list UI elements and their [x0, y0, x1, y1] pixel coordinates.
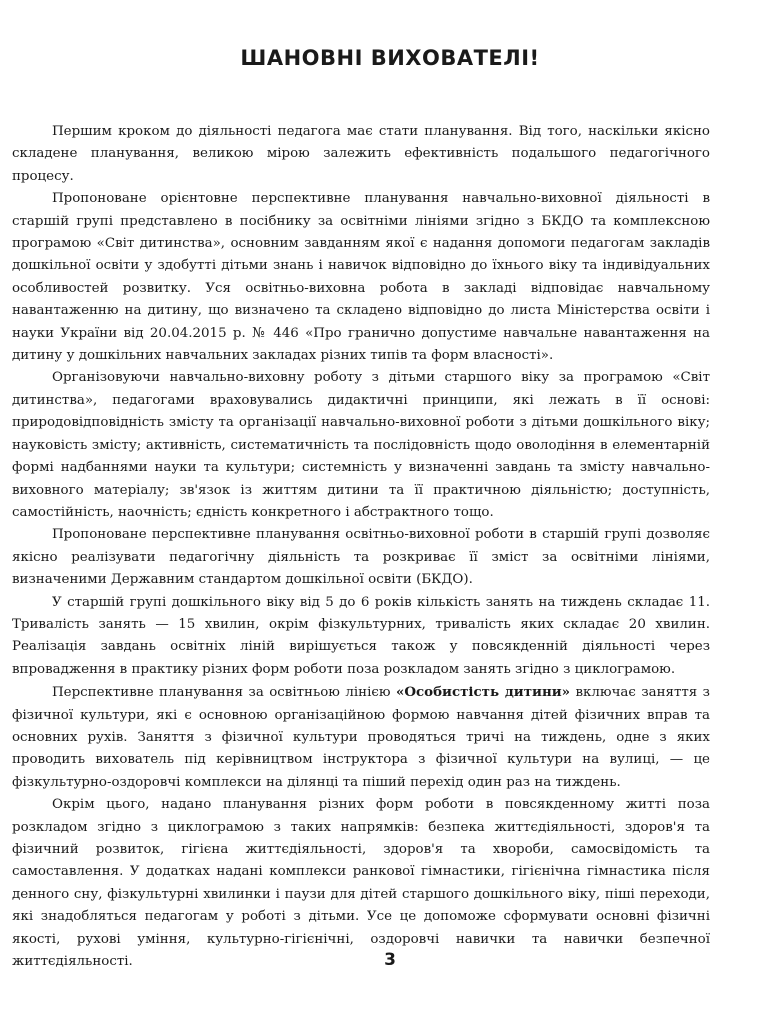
paragraph-5: У старшій групі дошкільного віку від 5 до 6 років кількість занять на тиждень складає 11. Тривалість занять — 15 хвилин, окрім фізкультурних, тривалість яких складає 20 хвилин. Реалізація завдань освітніх ліній вирішується також у повсякденній діяльності через впровадження в практику різних форм роботи поза розкладом занять згідно з циклограмою.: [12, 594, 710, 677]
paragraph-6-rest: включає заняття з фізичної культури, які є основною організаційною формою навчання дітей фізичних вправ та основних рухів. Заняття з фізичної культури проводяться тричі на тиждень, одне з яких проводить вихователь під керівництвом інструктора з фізичної культури на вулиці, — це фізкультурно-оздоровчі комплекси на ділянці та піший перехід один раз на тиждень.: [12, 685, 710, 790]
paragraph-3: Організовуючи навчально-виховну роботу з дітьми старшого віку за програмою «Світ дитинства», педагогами враховувались дидактичні принципи, які лежать в її основі: природовідповідність змісту та організації навчально-виховної роботи з дітьми дошкільного віку; науковість змісту; активність, систематичність та послідовність щодо оволодіння в елементарній формі надбаннями науки та культури; системність у визначенні завдань та змісту навчально-виховного матеріалу; зв'язок із життям дитини та її практичною діяльністю; доступність, самостійність, наочність; єдність конкретного і абстрактного тощо.: [12, 370, 710, 520]
page-title: ШАНОВНІ ВИХОВАТЕЛІ!: [240, 46, 540, 70]
page-number: 3: [384, 950, 396, 970]
paragraph-1: Першим кроком до діяльності педагога має стати планування. Від того, наскільки якісно складене планування, великою мірою залежить ефективність подальшого педагогічного процесу.: [12, 124, 710, 184]
paragraph-4: Пропоноване перспективне планування освітньо-виховної роботи в старшій групі дозволяє якісно реалізувати педагогічну діяльність та розкриває її зміст за освітніми лініями, визначеними Державним стандартом дошкільної освіти (БКДО).: [12, 527, 710, 588]
paragraph-7: Окрім цього, надано планування різних форм роботи в повсякденному житті поза розкладом згідно з циклограмою з таких напрямків: безпека життєдіяльності, здоров'я та фізичний розвиток, гігієна життєдіяльності, здоров'я та хвороби, самосвідомість та самоставлення. У додатках надані комплекси ранкової гімнастики, гігієнічна гімнастика після денного сну, фізкультурні хвилинки і паузи для дітей старшого дошкільного віку, піші переходи, які знадобляться педагогам у роботі з дітьми. Усе це допоможе сформувати основні фізичні якості, рухові уміння, культурно-гігієнічні, оздоровчі навички та навички безпечної життєдіяльності.: [12, 797, 710, 970]
paragraph-6-lead: Перспективне планування за освітньою лінією: [52, 685, 396, 701]
paragraph-6: [12, 681, 710, 794]
paragraph-2: Пропоноване орієнтовне перспективне планування навчально-виховної діяльності в старшій групі представлено в посібнику за освітніми лініями згідно з БКДО та комплексною програмою «Світ дитинства», основним завданням якої є надання допомоги педагогам закладів дошкільної освіти у здобутті дітьми знань і навичок відповідно до їхнього віку та індивідуальних особливостей розвитку. Уся освітньо-виховна робота в закладі відповідає навчальному навантаженню на дитину, що визначено та складено відповідно до листа Міністерства освіти і науки України від 20.04.2015 р. № 446 «Про гранично допустиме навчальне навантаження на дитину у дошкільних навчальних закладах різних типів та форм власності».: [12, 191, 710, 364]
body-text: [12, 121, 710, 973]
paragraph-6-emphasis: «Особистість дитини»: [395, 684, 571, 701]
